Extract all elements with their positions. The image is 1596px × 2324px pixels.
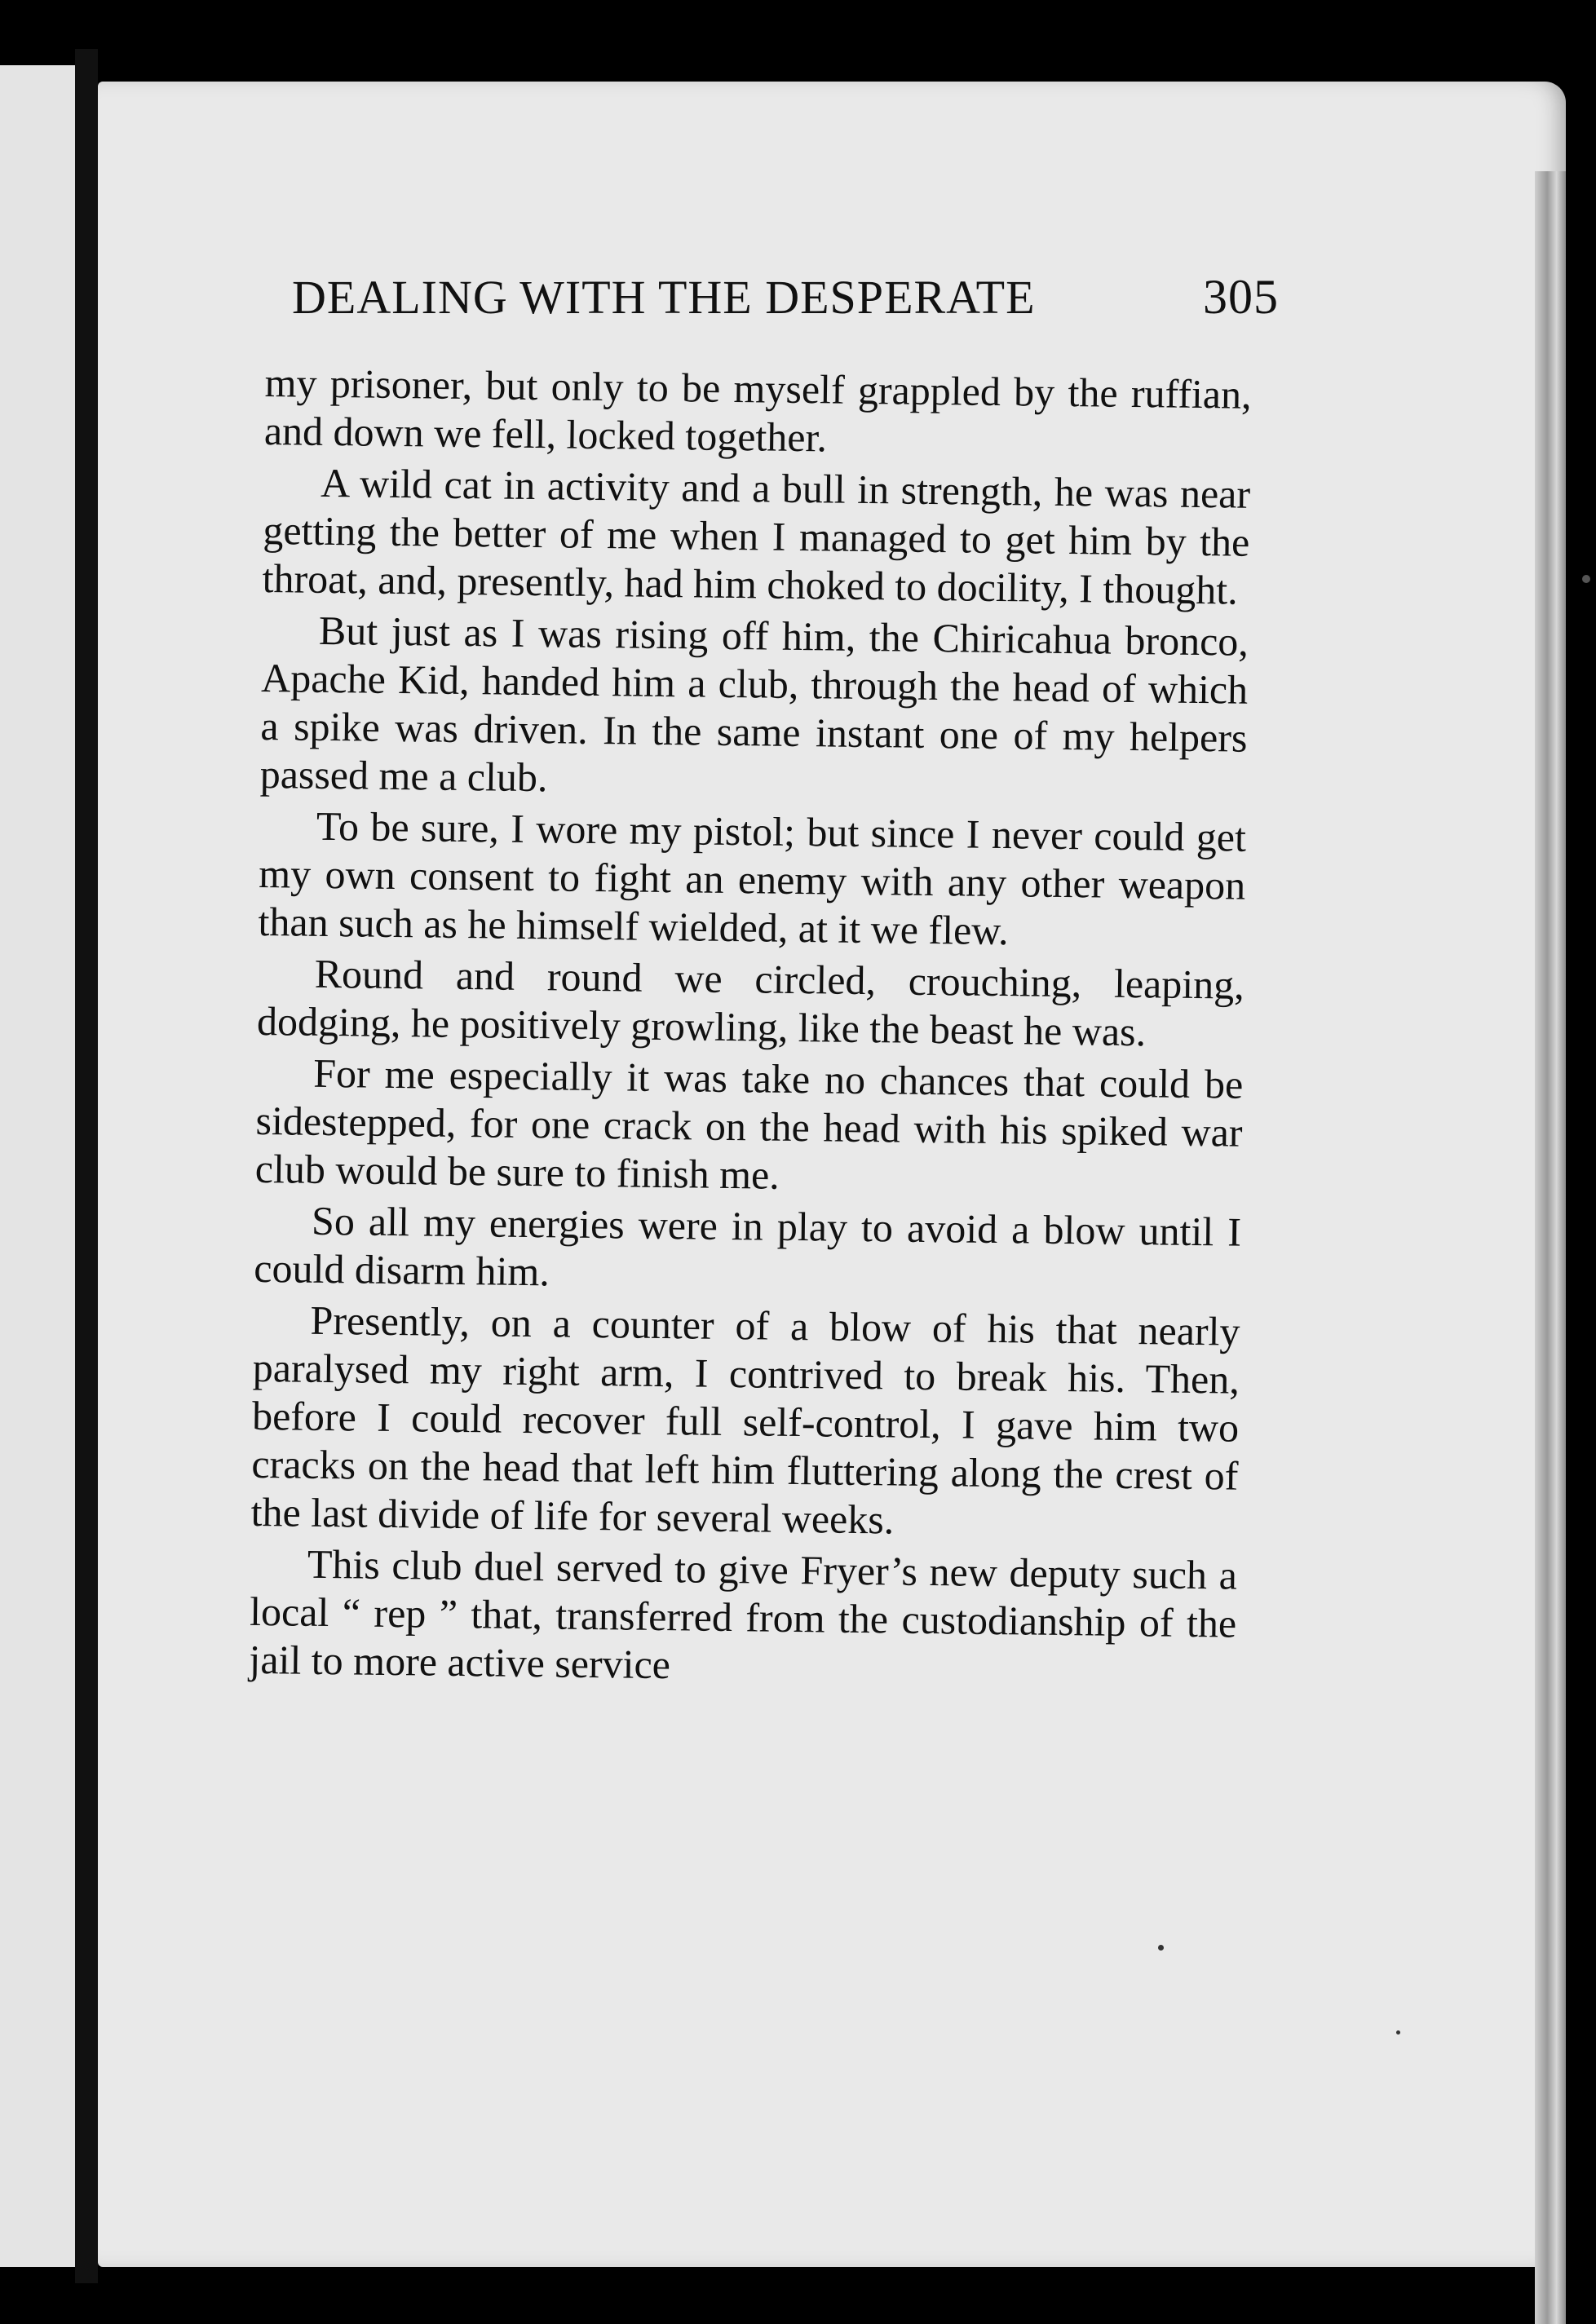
paragraph: Round and round we circled, crouching, leaping, dodging, he positively growling, like the beast he was. xyxy=(256,950,1245,1055)
running-title: DEALING WITH THE DESPERATE xyxy=(292,271,1036,324)
body-text xyxy=(249,359,1252,1699)
page-edge-shadow xyxy=(1535,171,1566,2324)
paragraph: A wild cat in activity and a bull in strength, he was near getting the better of me when I managed to get him by the throat, and, presently, had him choked to docility, I thought. xyxy=(262,459,1251,613)
paragraph: But just as I was rising off him, the Chiricahua bronco, Apache Kid, handed him a club, through the head of which a spike was driven. In the same instant one of my helpers passed me a club. xyxy=(259,607,1249,801)
paragraph: To be sure, I wore my pistol; but since I never could get my own consent to fight an enemy with any other weapon than such as he himself wielded, at it we flew. xyxy=(258,802,1247,954)
paper-speck xyxy=(1396,2030,1400,2035)
paragraph: Presently, on a counter of a blow of his that nearly paralysed my right arm, I contrived to break his. Then, before I could recover full self-control, I gave him two cracks on the head that left him fluttering along the crest of the last divide of life for several weeks. xyxy=(250,1297,1240,1543)
paragraph: For me especially it was take no chances that could be sidestepped, for one crack on the head with his spiked war club would be sure to finish me. xyxy=(254,1049,1244,1198)
paragraph: So all my energies were in play to avoid a blow until I could disarm him. xyxy=(254,1197,1242,1295)
book-gutter xyxy=(75,49,98,2283)
page-number: 305 xyxy=(1203,270,1279,324)
paper-speck xyxy=(1158,1945,1164,1951)
paragraph: my prisoner, but only to be myself grappled by the ruffian, and down we fell, locked together. xyxy=(263,359,1252,461)
paper-speck xyxy=(1582,575,1590,583)
paragraph: This club duel served to give Fryer’s new deputy such a local “ rep ” that, transferred from the custodianship of the jail to more active service xyxy=(249,1540,1238,1688)
running-header xyxy=(292,269,1279,325)
left-page-edge xyxy=(0,65,75,2267)
